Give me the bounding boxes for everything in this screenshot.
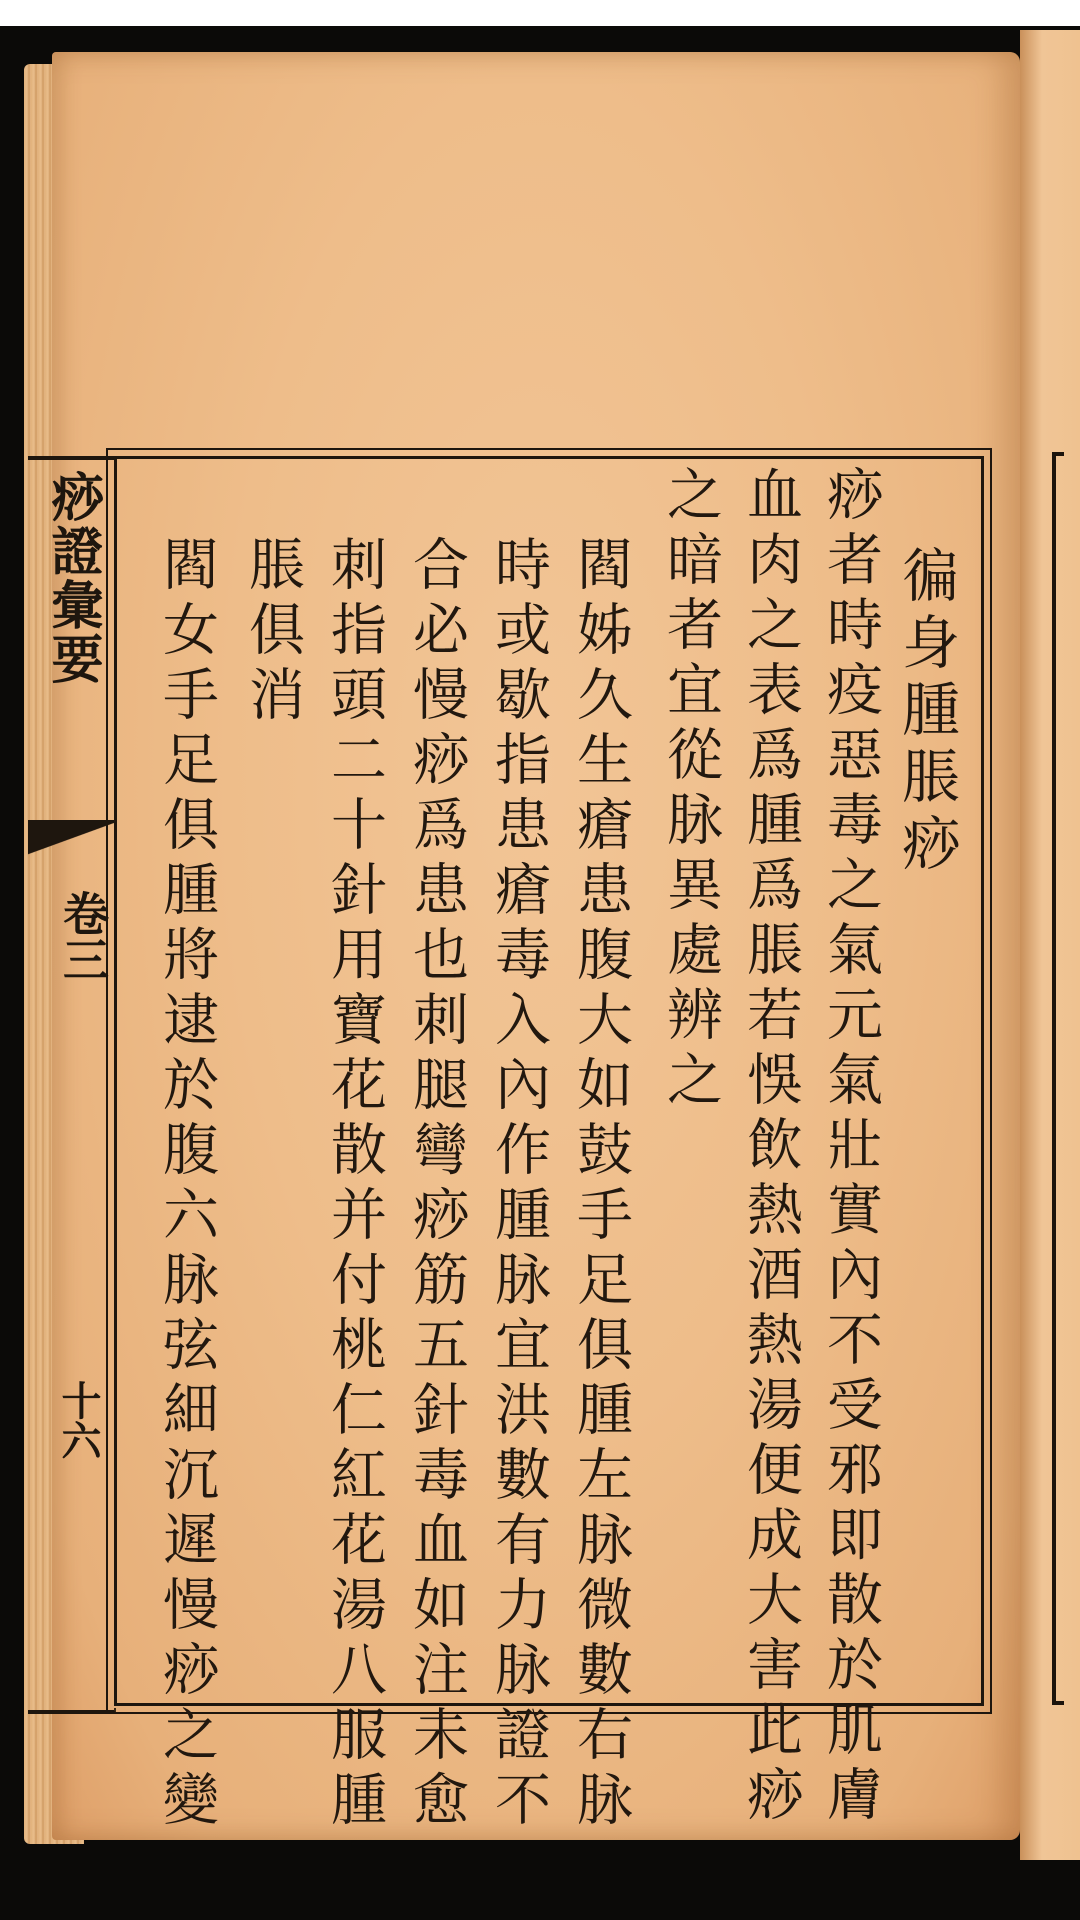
top-white-strip [0,0,1080,26]
text-column-8: 脹俱消 [240,535,305,730]
facing-page-edge [1020,30,1080,1860]
section-heading: 徧身腫脹痧 [892,545,960,880]
text-column-1: 痧者時疫惡毒之氣元氣壯實內不受邪即散於肌膚 [818,465,883,1830]
facing-page-border [1052,452,1064,1705]
text-column-5: 時或歇指患瘡毒入內作腫脉宜洪數有力脉證不 [486,535,551,1835]
text-column-9: 閻女手足俱腫將逮於腹六脉弦細沉遲慢痧之變 [154,535,219,1835]
text-column-6: 合必慢痧爲患也刺腿彎痧筋五針毒血如注未愈 [404,535,469,1835]
center-fold-margin [28,456,116,1714]
text-column-2: 血肉之表爲腫爲脹若悞飲熱酒熱湯便成大害此痧 [738,465,803,1830]
fish-tail-mark [28,820,114,864]
page-number-label: 十六 [55,1380,102,1460]
text-column-3: 之暗者宜從脉異處辨之 [658,465,723,1115]
volume-label: 卷三 [56,890,110,982]
book-title-label: 痧證彙要 [42,470,103,686]
text-column-7: 刺指頭二十針用寶花散并付桃仁紅花湯八服腫 [322,535,387,1835]
text-column-4: 閻姊久生瘡患腹大如鼓手足俱腫左脉微數右脉 [568,535,633,1835]
